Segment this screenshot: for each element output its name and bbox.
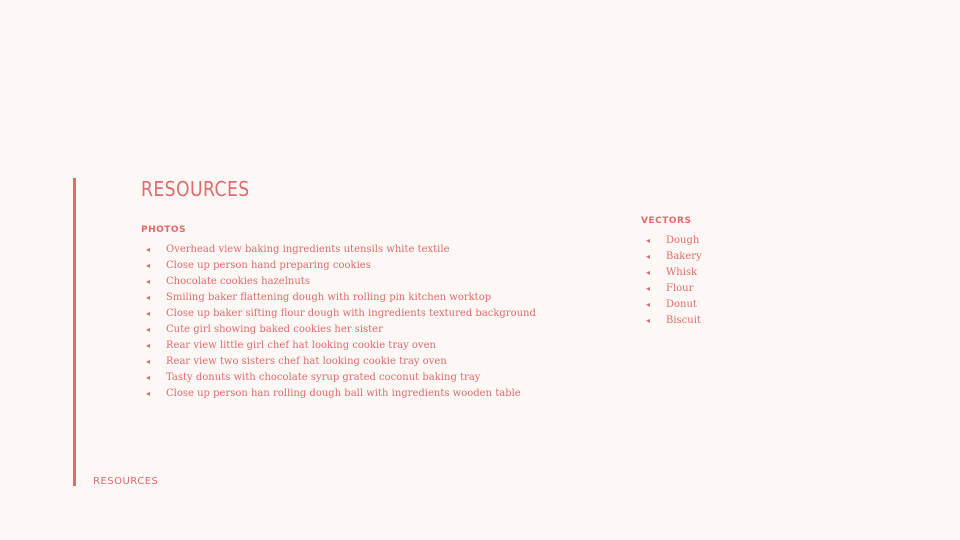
list-item-label: Close up person han rolling dough ball with ingredients wooden table xyxy=(166,388,521,399)
list-item xyxy=(141,354,601,370)
list-item-label: Overhead view baking ingredients utensils white textile xyxy=(166,244,450,255)
bullet-icon: ◂ xyxy=(146,373,151,382)
photos-heading: PHOTOS xyxy=(141,225,187,235)
bullet-icon: ◂ xyxy=(146,293,151,302)
bullet-icon: ◂ xyxy=(646,252,651,261)
vectors-heading: VECTORS xyxy=(641,216,692,226)
list-item-label: Flour xyxy=(666,283,694,294)
list-item xyxy=(641,297,781,313)
list-item-label: Close up baker sifting flour dough with ingredients textured background xyxy=(166,308,536,319)
bullet-icon: ◂ xyxy=(146,277,151,286)
list-item xyxy=(641,233,781,249)
bullet-icon: ◂ xyxy=(146,325,151,334)
list-item xyxy=(141,338,601,354)
list-item xyxy=(141,322,601,338)
bullet-icon: ◂ xyxy=(646,284,651,293)
bullet-icon: ◂ xyxy=(146,261,151,270)
list-item-label: Chocolate cookies hazelnuts xyxy=(166,276,310,287)
list-item xyxy=(641,281,781,297)
list-item xyxy=(141,274,601,290)
page-title: RESOURCES xyxy=(141,177,250,201)
bullet-icon: ◂ xyxy=(146,341,151,350)
list-item-label: Smiling baker flattening dough with rolling pin kitchen worktop xyxy=(166,292,492,303)
list-item xyxy=(641,265,781,281)
vectors-list xyxy=(641,233,781,329)
list-item xyxy=(141,258,601,274)
list-item-label: Close up person hand preparing cookies xyxy=(166,260,371,271)
list-item-label: Dough xyxy=(666,235,700,246)
list-item-label: Donut xyxy=(666,299,697,310)
list-item xyxy=(141,306,601,322)
list-item xyxy=(641,249,781,265)
bullet-icon: ◂ xyxy=(646,316,651,325)
list-item-label: Bakery xyxy=(666,251,702,262)
bullet-icon: ◂ xyxy=(646,236,651,245)
footer-label: RESOURCES xyxy=(93,476,159,487)
bullet-icon: ◂ xyxy=(646,268,651,277)
list-item-label: Cute girl showing baked cookies her sister xyxy=(166,324,383,335)
vectors-section xyxy=(641,215,781,329)
bullet-icon: ◂ xyxy=(146,357,151,366)
list-item-label: Biscuit xyxy=(666,315,701,326)
bullet-icon: ◂ xyxy=(646,300,651,309)
photos-list xyxy=(141,242,601,402)
list-item-label: Rear view two sisters chef hat looking cookie tray oven xyxy=(166,356,447,367)
list-item-label: Tasty donuts with chocolate syrup grated coconut baking tray xyxy=(166,372,481,383)
photos-section xyxy=(141,224,601,402)
bullet-icon: ◂ xyxy=(146,245,151,254)
list-item xyxy=(141,370,601,386)
list-item xyxy=(141,290,601,306)
list-item xyxy=(141,242,601,258)
list-item-label: Rear view little girl chef hat looking cookie tray oven xyxy=(166,340,436,351)
bullet-icon: ◂ xyxy=(146,309,151,318)
list-item xyxy=(141,386,601,402)
accent-bar xyxy=(73,178,76,486)
bullet-icon: ◂ xyxy=(146,389,151,398)
list-item xyxy=(641,313,781,329)
list-item-label: Whisk xyxy=(666,267,698,278)
